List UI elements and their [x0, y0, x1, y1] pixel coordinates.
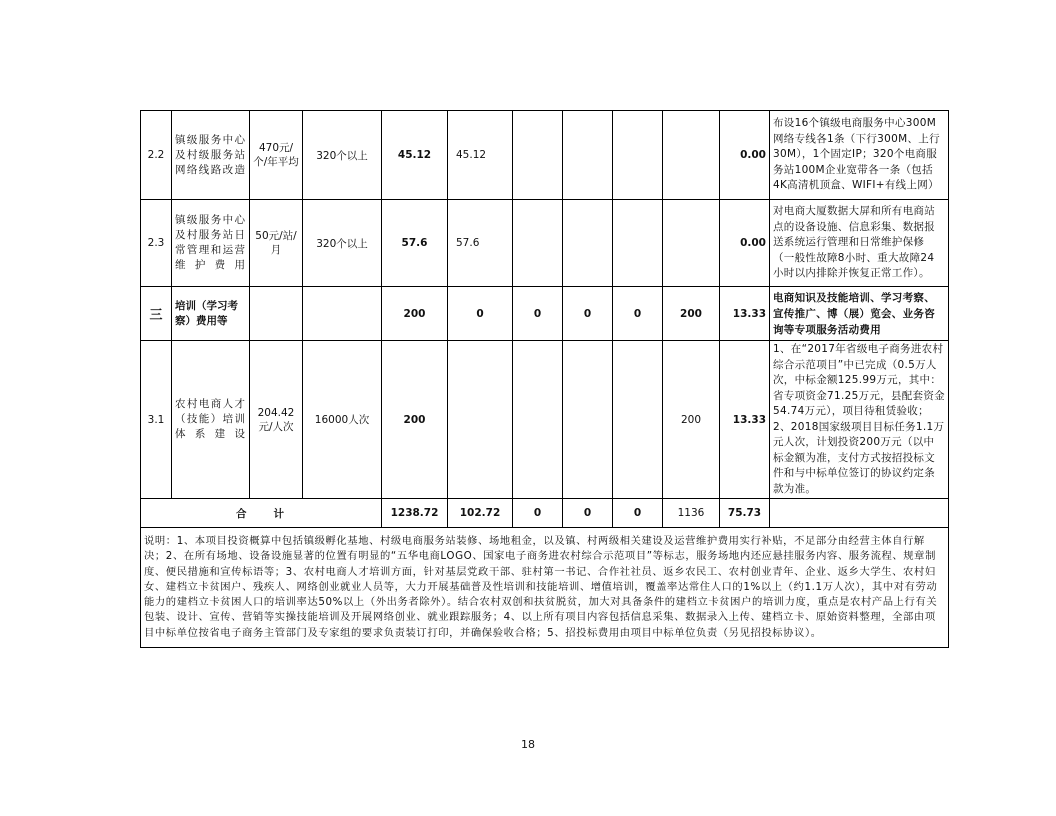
row-unit-price: 50元/站/月	[250, 200, 303, 287]
row-col2: 45.12	[448, 111, 513, 200]
row-description: 1、在“2017年省级电子商务进农村综合示范项目”中已完成（0.5万人次，中标金额125.99万元，其中：省专项资金71.25万元，县配套资金54.74万元），项目待租赁验收；2、2018国家级项目目标任务1.1万元人次，计划投资200万元（以中标金额为准，支付方式按招投标文件和与中标单位签订的协议约定条款为准。	[770, 341, 949, 499]
row-ratio: 0.00	[720, 200, 770, 287]
total-col4: 0	[563, 499, 613, 528]
footnote: 说明：1、本项目投资概算中包括镇级孵化基地、村级电商服务站装修、场地租金，以及镇、村两级相关建设及运营维护费用实行补贴，不足部分由经营主体自行解决；2、在所有场地、设备设施显著的位置有明显的“五华电商LOGO、国家电子商务进农村综合示范项目”等标志，服务场地内还应悬挂服务内容、服务流程、规章制度、便民措施和宣传标语等；3、农村电商人才培训方面，针对基层党政干部、驻村第一书记、合作社社员、返乡农民工、农村创业青年、企业、返乡大学生、农村妇女、建档立卡贫困户、残疾人、网络创业就业人员等，大力开展基础普及性培训和技能培训、增值培训，覆盖率达常住人口的1%以上（约1.1万人次），其中对有劳动能力的建档立卡贫困人口的培训率达50%以上（外出务者除外）。结合农村双创和扶贫脱贫，加大对具备条件的建档立卡贫困户的培训力度，重点是农村产品上行有关包装、设计、宣传、营销等实操技能培训及开展网络创业、就业跟踪服务；4、以上所有项目内容包括信息采集、数据录入上传、建档立卡、原始资料整理，全部由项目中标单位按省电子商务主管部门及专家组的要求负责装订打印，并确保验收合格；5、招投标费用由项目中标单位负责（另见招投标协议）。	[141, 528, 949, 648]
row-quantity: 16000人次	[303, 341, 382, 499]
total-label: 合 计	[141, 499, 382, 528]
total-empty-cell	[770, 499, 949, 528]
table-row	[141, 111, 949, 200]
table-row	[141, 200, 949, 287]
row-col6: 200	[663, 287, 720, 341]
total-sum: 1238.72	[382, 499, 448, 528]
total-col2: 102.72	[448, 499, 513, 528]
row-col6	[663, 200, 720, 287]
row-unit-price	[250, 287, 303, 341]
row-col3	[513, 111, 563, 200]
note-row	[141, 528, 949, 648]
total-col5: 0	[613, 499, 663, 528]
row-total: 45.12	[382, 111, 448, 200]
row-col4	[563, 341, 613, 499]
row-col5	[613, 341, 663, 499]
row-col2	[448, 341, 513, 499]
row-col4	[563, 200, 613, 287]
row-col5: 0	[613, 287, 663, 341]
row-ratio: 13.33	[720, 287, 770, 341]
row-name: 镇级服务中心及村级服务站网络线路改造	[172, 111, 250, 200]
total-col6: 1136	[663, 499, 720, 528]
row-col4: 0	[563, 287, 613, 341]
row-total: 200	[382, 341, 448, 499]
row-id: 2.3	[141, 200, 172, 287]
row-total: 200	[382, 287, 448, 341]
row-col6: 200	[663, 341, 720, 499]
row-col3	[513, 200, 563, 287]
row-unit-price: 470元/个/年平均	[250, 111, 303, 200]
row-ratio: 13.33	[720, 341, 770, 499]
row-unit-price: 204.42元/人次	[250, 341, 303, 499]
row-id: 3.1	[141, 341, 172, 499]
row-description: 布设16个镇级电商服务中心300M网络专线各1条（下行300M、上行30M），1个固定IP；320个电商服务站100M企业宽带各一条（包括4K高清机顶盒、WIFI+有线上网）	[770, 111, 949, 200]
section-name: 培训（学习考察）费用等	[172, 287, 250, 341]
row-description: 电商知识及技能培训、学习考察、宣传推广、博（展）览会、业务咨询等专项服务活动费用	[770, 287, 949, 341]
total-row	[141, 499, 949, 528]
row-ratio: 0.00	[720, 111, 770, 200]
row-col6	[663, 111, 720, 200]
row-col4	[563, 111, 613, 200]
row-description: 对电商大厦数据大屏和所有电商站点的设备设施、信息彩集、数据报送系统运行管理和日常维护保修（一般性故障8小时、重大故障24小时以内排除并恢复正常工作）。	[770, 200, 949, 287]
total-ratio: 75.73	[720, 499, 770, 528]
table-row	[141, 341, 949, 499]
page-number: 18	[521, 738, 535, 751]
row-col3: 0	[513, 287, 563, 341]
row-col5	[613, 111, 663, 200]
row-quantity: 320个以上	[303, 111, 382, 200]
table-row-section	[141, 287, 949, 341]
budget-table	[140, 110, 949, 648]
section-id: 三	[141, 287, 172, 341]
row-col3	[513, 341, 563, 499]
row-total: 57.6	[382, 200, 448, 287]
row-col2: 0	[448, 287, 513, 341]
row-quantity: 320个以上	[303, 200, 382, 287]
total-col3: 0	[513, 499, 563, 528]
row-name: 镇级服务中心及村服务站日常管理和运营维护费用	[172, 200, 250, 287]
row-quantity	[303, 287, 382, 341]
row-id: 2.2	[141, 111, 172, 200]
row-col2: 57.6	[448, 200, 513, 287]
row-col5	[613, 200, 663, 287]
row-name: 农村电商人才（技能）培训体系建设	[172, 341, 250, 499]
